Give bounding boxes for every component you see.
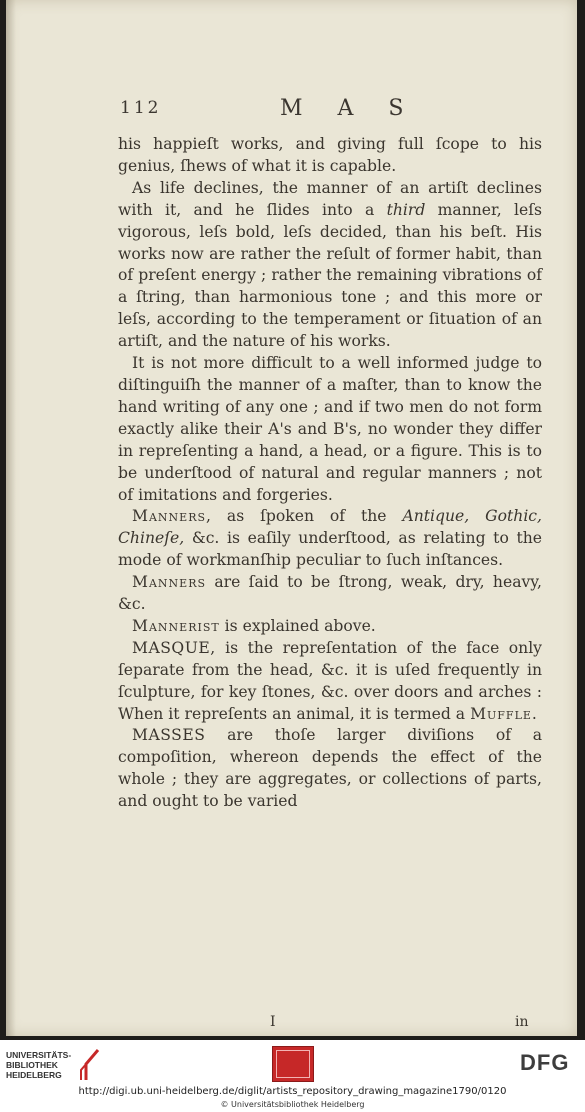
text-run: are thoſe larger diviſions of a compoſition, whereon depends the effect of the whole ; they are aggregates, or collections of parts, and ought to be varied (118, 726, 542, 811)
dfg-logo: DFG (520, 1050, 570, 1075)
dfg-logo-icon[interactable] (520, 1050, 580, 1074)
text-run: It is not more difficult to a well informed judge to diſtinguiſh the manner of a maſter, than to know the hand writing of any one ; and if two men do not form exactly alike their A's and B's, no wonder they differ in repreſenting a hand, a head, or a figure. This is to be underſtood of natural and regular manners ; not of imitations and forgeries. (118, 354, 542, 504)
library-name-line: HEIDELBERG (6, 1070, 62, 1080)
text-run: Muffle (470, 704, 532, 723)
text-run: manner, leſs vigorous, leſs bold, leſs decided, than his beſt. His works now are rather the reſult of former habit, than of preſent energy ; rather the remaining vibrations of a ſtring, than harmonious tone ; and this more or leſs, according to the temperament or ſituation of an artiſt, and the nature of his works. (118, 200, 543, 351)
body-paragraph-p8 (118, 725, 542, 813)
library-name-line: BIBLIOTHEK (6, 1060, 58, 1070)
body-text (118, 134, 542, 813)
text-run: third (386, 200, 426, 219)
catchword: in (515, 1014, 529, 1030)
text-run: MASSES (132, 726, 206, 745)
body-paragraph-p5 (118, 572, 542, 616)
body-paragraph-p2 (118, 178, 542, 353)
text-run: Antique, Gothic, Chineſe, (118, 507, 542, 548)
running-head: M A S (280, 96, 418, 121)
page-header (120, 96, 540, 124)
university-library-logo-icon (76, 1048, 106, 1082)
text-run: his happieſt works, and giving full ſcope to his genius, ſhews of what it is capable. (118, 135, 542, 175)
text-run: As life declines, the manner of an artiſt declines with it, and he ſlides into a (118, 178, 542, 219)
viewer-footer (0, 1040, 585, 1112)
library-name-line: UNIVERSITÄTS- (6, 1050, 72, 1060)
body-paragraph-p7 (118, 638, 542, 726)
text-run: Manners (132, 507, 207, 526)
heidelberg-stamp-icon[interactable] (272, 1046, 314, 1082)
text-run: . (531, 704, 537, 723)
text-run: Mannerist (132, 616, 220, 635)
page-url-link[interactable]: http://digi.ub.uni-heidelberg.de/diglit/artists_repository_drawing_magazine1790/0120 (78, 1086, 507, 1097)
body-paragraph-p1 (118, 134, 542, 178)
text-run: , as ſpoken of the (206, 507, 403, 526)
text-run: is explained above. (219, 616, 376, 635)
body-paragraph-p4 (118, 506, 542, 572)
text-run: MASQUE, (132, 638, 216, 657)
page-gutter-shadow (6, 0, 16, 1036)
stamp-inner-border (276, 1050, 310, 1078)
text-run: Manners (132, 573, 207, 592)
copyright-notice: © Universitätsbibliothek Heidelberg (220, 1100, 365, 1109)
library-name (6, 1050, 71, 1080)
university-library-logo[interactable] (6, 1048, 126, 1082)
body-paragraph-p6 (118, 616, 542, 638)
page-number: 112 (120, 98, 162, 118)
signature-mark: I (270, 1014, 276, 1030)
text-run: is the repreſentation of the face only ſeparate from the head, &c. it is uſed frequently in ſculpture, for key ſtones, &c. over doors and arches : When it repreſents an animal, it is termed a (118, 638, 542, 723)
text-run: are ſaid to be ſtrong, weak, dry, heavy, &c. (118, 573, 542, 614)
text-run: &c. is eaſily underſtood, as relating to the mode of workmanſhip peculiar to ſuch inſtances. (118, 529, 542, 570)
body-paragraph-p3 (118, 353, 542, 506)
